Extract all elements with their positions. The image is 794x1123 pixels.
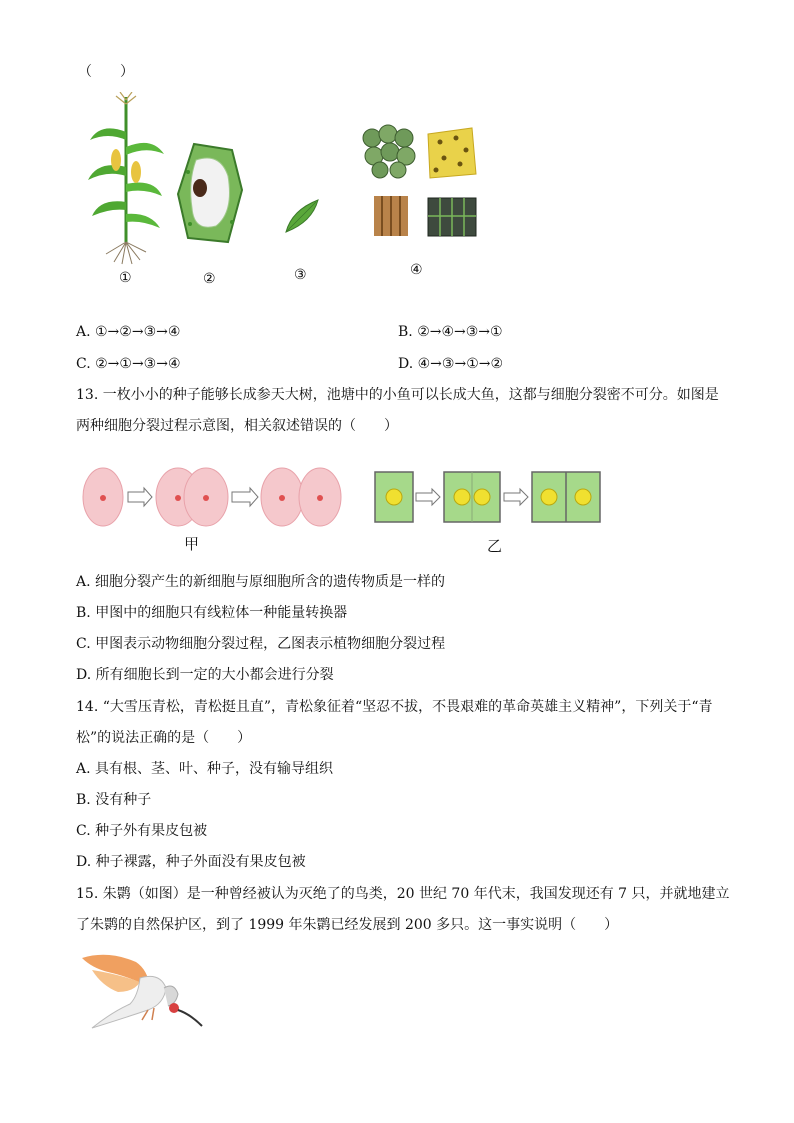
q14-stem-line1: 14. “大雪压青松，青松挺且直”，青松象征着“坚忍不拔，不畏艰难的革命英雄主义精神”，下列关于“青	[76, 699, 713, 715]
q14-option-b[interactable]: B. 没有种子	[76, 792, 152, 808]
q13-option-b[interactable]: B. 甲图中的细胞只有线粒体一种能量转换器	[76, 605, 348, 621]
q12-option-a[interactable]: A. ①→②→③→④	[76, 324, 181, 340]
plant-cell-figure	[176, 142, 244, 246]
figure-label-yi: 乙	[487, 537, 503, 555]
animal-cell-division-figure	[82, 466, 344, 528]
q13-stem-line2: 两种细胞分裂过程示意图，相关叙述错误的（ ）	[76, 418, 398, 434]
q13-option-a[interactable]: A. 细胞分裂产生的新细胞与原细胞所含的遗传物质是一样的	[76, 574, 446, 590]
figure-label-3: ③	[294, 267, 307, 283]
q13-option-c[interactable]: C. 甲图表示动物细胞分裂过程，乙图表示植物细胞分裂过程	[76, 636, 446, 652]
figure-label-4: ④	[410, 262, 423, 278]
figure-label-2: ②	[203, 271, 216, 287]
q12-stem-tail: （ ）	[78, 64, 134, 80]
q12-option-b[interactable]: B. ②→④→③→①	[398, 324, 503, 340]
q15-stem-line1: 15. 朱鹮（如图）是一种曾经被认为灭绝了的鸟类，20 世纪 70 年代末，我国发现还有 7 只，并就地建立	[76, 886, 730, 902]
q13-option-d[interactable]: D. 所有细胞长到一定的大小都会进行分裂	[76, 667, 334, 683]
q12-option-d[interactable]: D. ④→③→①→②	[398, 356, 504, 372]
corn-plant-figure	[86, 92, 166, 272]
q12-option-c[interactable]: C. ②→①→③→④	[76, 356, 181, 372]
figure-label-1: ①	[119, 270, 132, 286]
figure-label-jia: 甲	[184, 535, 200, 553]
crested-ibis-figure	[78, 948, 204, 1036]
plant-cell-division-figure	[374, 470, 604, 526]
q14-option-d[interactable]: D. 种子裸露，种子外面没有果皮包被	[76, 854, 306, 870]
q13-stem-line1: 13. 一枚小小的种子能够长成参天大树，池塘中的小鱼可以长成大鱼，这都与细胞分裂密不可分。如图是	[76, 387, 719, 403]
q15-stem-line2: 了朱鹮的自然保护区，到了 1999 年朱鹮已经发展到 200 多只。这一事实说明（ ）	[76, 917, 619, 933]
q14-option-a[interactable]: A. 具有根、茎、叶、种子，没有输导组织	[76, 761, 334, 777]
leaf-figure	[282, 196, 322, 236]
q14-option-c[interactable]: C. 种子外有果皮包被	[76, 823, 208, 839]
q14-stem-line2: 松”的说法正确的是（ ）	[76, 730, 252, 746]
tissues-figure	[360, 124, 480, 242]
